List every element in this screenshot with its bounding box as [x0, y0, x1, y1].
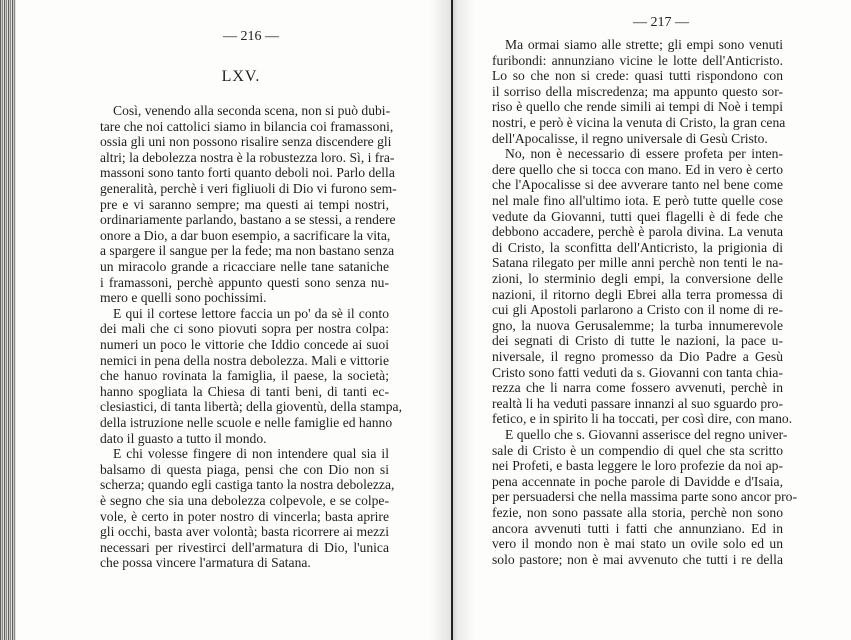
text-line: nostri, e però è vicina la venuta di Cristo, la gran cena: [492, 115, 786, 130]
text-line: zioni, lo sterminio degli empi, la conversione delle: [492, 271, 783, 286]
text-line: hanno spogliata la Chiesa di tanti beni, di tanti ec-: [100, 383, 389, 399]
text-line: solo pastore; non è mai avvenuto che tutti i re della: [492, 551, 783, 567]
text-line: Lo so che non si crede: quasi tutti rispondono con: [492, 68, 783, 84]
text-line: ancora avvenuti tutti i fatti che annunziano. Ed in: [492, 520, 783, 536]
text-line: scherza; quando egli castiga tanto la nostra debolezza,: [100, 477, 395, 493]
text-line: Così, venendo alla seconda scena, non si può dubi-: [113, 103, 391, 118]
text-line: necessari per rivestirci dell'armatura di Dio, l'unica: [100, 539, 389, 555]
text-line: E quello che s. Giovanni asserisce del regno univer-: [505, 427, 788, 442]
text-line: della istruzione nelle scuole e nelle famiglie ed hanno: [100, 415, 393, 430]
text-line: dere quello che si tocca con mano. Ed in vero è certo: [492, 161, 783, 177]
text-line: gli occhi, basta aver volontà; basta ricorrere ai mezzi: [100, 524, 389, 540]
text-line: No, non è necessario di essere profeta per inten-: [505, 146, 783, 162]
text-line: tare che noi cattolici siamo in bilancia coi framassoni,: [100, 118, 394, 134]
text-line: sale di Cristo è un compendio di quel che sta scritto: [492, 442, 783, 458]
text-line: vedute da Giovanni, tutti quei flagelli è di fede che: [492, 208, 783, 224]
text-line: dato il guasto a tutto il mondo.: [100, 430, 267, 446]
text-line: che possa vincere l'armatura di Satana.: [100, 555, 311, 571]
text-line: gno, la nuova Gerusalemme; la turba innumerevole: [492, 317, 783, 333]
text-line: debbono accadere, perchè è parola divina. La venuta: [492, 224, 783, 240]
right-page: [492, 0, 797, 640]
page-number: — 217 —: [633, 15, 689, 30]
text-line: furibondi: annunziano vicine le lotte dell'Anticristo.: [492, 52, 783, 68]
book-edge-shadow: [0, 0, 16, 640]
text-line: dei mali che ci sono piovuti sopra per nostra colpa:: [100, 321, 389, 337]
text-line: clesiastici, di tanta libertà; della gioventù, della stampa,: [100, 399, 402, 415]
text-line: è segno che sia una debolezza colpevole, e se colpe-: [100, 493, 389, 508]
text-line: Satana rilegato per mille anni perchè non tenti le na-: [492, 255, 783, 271]
text-line: niversale, il regno promesso da Dio Padre a Gesù: [492, 349, 783, 364]
text-line: onore a Dio, a dar buon esempio, a sacrificare la vita,: [100, 227, 391, 243]
text-line: altri; la debolezza nostra è la robustezza loro. Sì, i fra-: [100, 149, 395, 165]
text-line: numeri un poco le vittorie che Iddio concede ai suoi: [100, 337, 389, 352]
text-line: nemici in pena della nostra debolezza. Mali e vittorie: [100, 352, 389, 368]
text-line: di Cristo, la sconfitta dell'Anticristo, la prigionia di: [492, 239, 783, 255]
left-page: [100, 0, 402, 640]
text-line: ordinariamente parlando, bastano a se stessi, a rendere: [100, 212, 396, 228]
text-line: che l'Apocalisse si dee avverare tanto nel bene come: [492, 177, 783, 193]
text-line: dei segnati di Cristo di tutte le nazioni, la pace u-: [492, 333, 783, 349]
text-line: massoni sono tanto forti quanto deboli noi. Parlo della: [100, 165, 395, 181]
text-line: realtà li ha veduti passare innanzi al suo sguardo pro-: [492, 395, 783, 411]
text-line: pre e vi saranno sempre; ma questi ai tempi nostri,: [100, 196, 389, 212]
text-line: E chi volesse fingere di non intendere qual sia il: [113, 446, 389, 462]
text-line: ossia gli uni non possono risalire senza discendere gli: [100, 134, 392, 150]
text-line: a spargere il sangue per la fede; ma non bastano senza: [100, 243, 395, 259]
text-line: fezie, non sono passate alla storia, perchè non sono: [492, 505, 783, 520]
book-gutter: [430, 0, 475, 640]
text-line: rezza che li narra come fossero avvenuti, perchè in: [492, 380, 783, 396]
chapter-heading: LXV.: [221, 68, 261, 85]
text-line: pena accennate in poche parole di Davidde e d'Isaia,: [492, 473, 783, 489]
text-line: vole, è certo in poter nostro di vincerla; basta aprire: [100, 508, 389, 524]
text-line: un miracolo grande a ricacciare nelle tane sataniche: [100, 259, 389, 274]
text-line: E qui il cortese lettore faccia un po' da sè il conto: [113, 305, 389, 321]
text-line: fetico, e in spirito li ha toccati, per così dire, con mano.: [492, 411, 793, 427]
text-line: riso è quello che rende simili ai tempi di Noè i tempi: [492, 99, 783, 115]
text-line: dell'Apocalisse, il regno universale di Gesù Cristo.: [492, 130, 768, 146]
text-line: nel male fino all'ultimo iota. E però tutte quelle cose: [492, 193, 783, 208]
page-number: — 216 —: [223, 29, 279, 44]
text-line: per persuadersi che nella massima parte sono ancor pro-: [492, 489, 797, 505]
text-line: vero il mondo non è mai stato un ovile solo ed un: [492, 536, 783, 552]
text-line: Cristo sono fatti veduti da s. Giovanni con tanta chia-: [492, 364, 783, 380]
text-line: cui gli Apostoli parlarono a Cristo con il nome di re-: [492, 302, 783, 318]
text-line: generalità, perchè i veri figliuoli di Dio vi furono sem-: [100, 181, 397, 196]
text-line: che hanuo rovinata la famiglia, il paese, la società;: [100, 368, 389, 384]
gutter-fold-line: [451, 0, 453, 640]
text-line: nei Profeti, e basta leggere le loro profezie da noi ap-: [492, 458, 783, 474]
text-line: balsamo di questa piaga, pensi che con Dio non si: [100, 461, 389, 477]
text-line: i framassoni, perchè appunto questi sono senza nu-: [100, 274, 389, 290]
text-line: mero e quelli sono pochissimi.: [100, 290, 267, 306]
text-line: Ma ormai siamo alle strette; gli empi sono venuti: [505, 37, 783, 52]
text-line: il sorriso della miscredenza; ma appunto questo sor-: [492, 83, 783, 99]
text-line: nazioni, il ritorno degli Ebrei alla terra promessa di: [492, 286, 783, 302]
